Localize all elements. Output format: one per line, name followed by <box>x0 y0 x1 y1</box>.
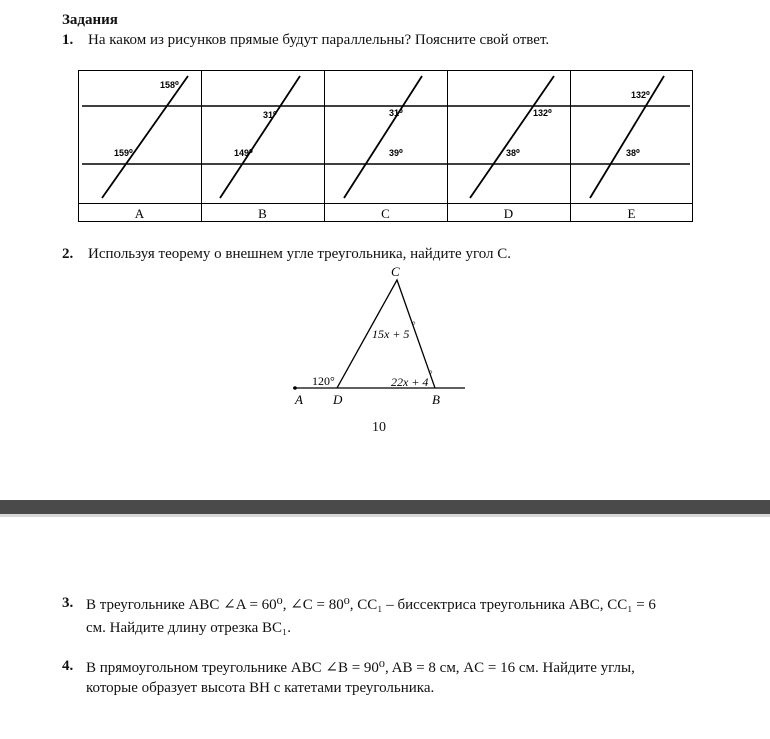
question-1-text: На каком из рисунков прямые будут параллельны? Поясните свой ответ. <box>88 32 550 48</box>
bottom-angle-d: 38⁰ <box>506 148 520 158</box>
triangle-figure <box>285 262 470 412</box>
angle-b-expression: 22x + 4 <box>391 375 429 389</box>
question-3-line-1: В треугольнике АВС ∠A = 60⁰, ∠C = 80⁰, CC₁ – биссектриса треугольника ABC, CC₁ = 6 <box>86 597 656 613</box>
bottom-angle-a: 159⁰ <box>114 148 133 158</box>
panel-label-e: E <box>627 206 636 221</box>
table-border <box>79 71 693 222</box>
parallel-lines-figure-table <box>78 70 694 224</box>
top-angle-a: 158⁰ <box>160 80 179 90</box>
question-2-number: 2. <box>62 246 74 262</box>
bottom-angle-b: 149⁰ <box>234 148 253 158</box>
transversal-line-b <box>220 76 300 198</box>
panel-label-c: C <box>381 206 390 221</box>
transversal-line-a <box>102 76 188 198</box>
transversal-line-d <box>470 76 554 198</box>
page-separator <box>0 500 770 514</box>
question-4-number: 4. <box>62 658 74 674</box>
angle-c-degree: ° <box>412 320 416 330</box>
angle-b-degree: ° <box>429 369 433 379</box>
top-angle-b: 31⁰ <box>263 110 277 120</box>
vertex-d-label: D <box>333 392 343 407</box>
panel-label-a: A <box>134 206 145 221</box>
page-number: 10 <box>372 420 386 435</box>
angle-d-label: 120° <box>312 374 335 388</box>
transversal-line-c <box>344 76 422 198</box>
vertex-c-label: C <box>391 264 400 279</box>
top-angle-e: 132⁰ <box>631 90 650 100</box>
angle-c-expression: 15x + 5 <box>372 327 410 341</box>
question-1-number: 1. <box>62 32 74 48</box>
point-a <box>293 386 297 390</box>
bottom-angle-e: 38⁰ <box>626 148 640 158</box>
vertex-b-label: B <box>432 392 440 407</box>
question-3-number: 3. <box>62 595 74 611</box>
question-3-line-2: см. Найдите длину отрезка BC₁. <box>86 620 291 636</box>
panel-label-b: B <box>258 206 267 221</box>
question-2-text: Используя теорему о внешнем угле треугольника, найдите угол C. <box>88 246 512 262</box>
top-angle-c: 31⁰ <box>389 108 403 118</box>
question-4-line-1: В прямоугольном треугольнике ABC ∠B = 90⁰, AB = 8 см, AC = 16 см. Найдите углы, <box>86 660 635 676</box>
panel-label-d: D <box>503 206 514 221</box>
top-angle-d: 132⁰ <box>533 108 552 118</box>
transversal-line-e <box>590 76 664 198</box>
question-4-line-2: которые образует высота BH с катетами треугольника. <box>86 680 435 696</box>
section-heading: Задания <box>62 12 118 28</box>
bottom-angle-c: 39⁰ <box>389 148 403 158</box>
page-separator-shadow <box>0 514 770 517</box>
vertex-a-label: A <box>295 392 303 407</box>
